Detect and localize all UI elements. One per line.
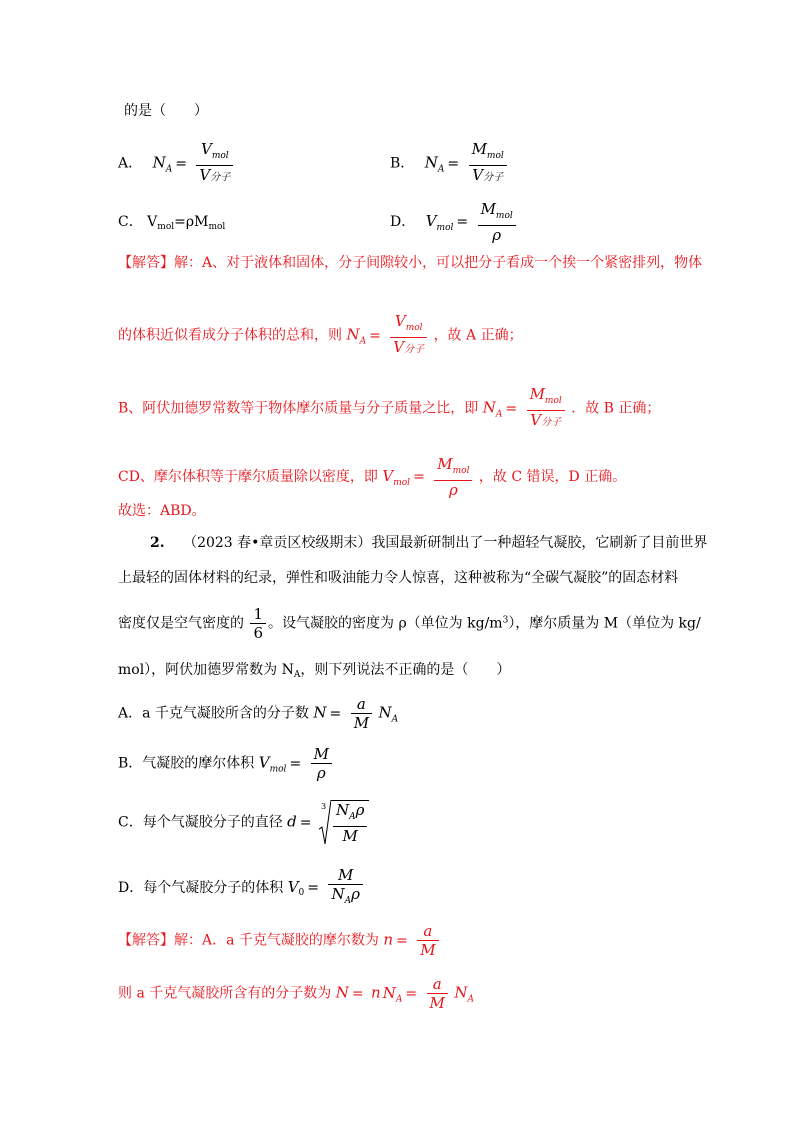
q2-option-a[interactable]: A．a 千克气凝胶所含的分子数 N = $\frac{a}{M}$ $N_A$ [118,695,399,732]
question-number: 2. [150,535,165,551]
option-label: A． [118,155,143,172]
q2-formula-c: d = 3 $\frac{N_A\rho}{M}$ [287,800,369,845]
q1-stem-tail: 的是（ ） [124,103,208,119]
q1-option-d[interactable] [390,200,518,244]
answer1-line3: B、阿伏加德罗常数等于物体摩尔质量与分子质量之比，即 $N_A$ = $\frac{M_{mol}}{\text{V分子}}$ ．故 B 正确； [118,385,660,432]
answer2-formula-N: N = n $N_A$ = $\frac{a}{M}$ $N_A$ [335,975,474,1012]
q2-option-b[interactable]: B．气凝胶的摩尔体积 $V_{mol}$ = $\frac{M}{\rho}$ [118,745,334,782]
q2-option-d[interactable]: D．每个气凝胶分子的体积 $V_0$ = $\frac{M}{N_A\rho}$ [118,866,365,910]
fraction-one-sixth: $\frac{1}{6}$ [250,605,266,642]
q2-formula-a: N = $\frac{a}{M}$ $N_A$ [313,695,399,732]
q1-option-a[interactable] [118,140,235,187]
q2-formula-d: $V_0$ = $\frac{M}{N_A\rho}$ [288,866,365,910]
answer1-formula-b: $N_A$ = $\frac{M_{mol}}{\text{V分子}}$ [483,385,567,432]
q2-line1: 2. （2023 春•章贡区校级期末）我国最新研制出了一种超轻气凝胶，它刷新了目前世界 [150,535,708,551]
q2-formula-b: $V_{mol}$ = $\frac{M}{\rho}$ [259,745,334,782]
option-label: C． [118,214,143,230]
answer1-conclusion: 故选：ABD。 [118,503,206,519]
answer2-line1: 【解答】解：A．a 千克气凝胶的摩尔数为 n = $\frac{a}{M}$ [118,922,441,959]
answer1-formula-cd: $V_{mol}$ = $\frac{M_{mol}}{\rho}$ [382,455,474,499]
option-label: D． [390,214,416,230]
answer2-line2: 则 a 千克气凝胶所含有的分子数为 N = n $N_A$ = $\frac{a}{M}$ $N_A$ [118,975,474,1012]
q2-line4: mol），阿伏加德罗常数为 $N_A$，则下列说法不正确的是（ ） [118,662,511,680]
formula-d: $V_{mol}$ = $\frac{M_{mol}}{\rho}$ [426,200,518,244]
answer1-line1: 【解答】解：A、对于液体和固体，分子间隙较小，可以把分子看成一个挨一个紧密排列，物体 [118,255,703,271]
q2-line3: 密度仅是空气密度的 $\frac{1}{6}$ 。设气凝胶的密度为 ρ（单位为 $kg/m^3$），摩尔质量为 M（单位为 kg/ [118,605,701,642]
formula-c: $V_{mol}=\rho M_{mol}$ [147,214,226,232]
answer1-formula-a: $N_A$ = $\frac{V_{mol}}{\text{V分子}}$ [346,312,429,359]
answer1-line4: CD、摩尔体积等于摩尔质量除以密度，即 $V_{mol}$ = $\frac{M_{mol}}{\rho}$ ，故 C 错误，D 正确。 [118,455,627,499]
q2-option-c[interactable]: C．每个气凝胶分子的直径 d = 3 $\frac{N_A\rho}{M}$ [118,800,369,845]
answer2-formula-n: n = $\frac{a}{M}$ [383,922,440,959]
formula-a: $N_A$ = $\frac{V_{mol}}{\text{V分子}}$ [153,140,236,187]
formula-b: $N_A$ = $\frac{M_{mol}}{\text{V分子}}$ [425,140,509,187]
q1-option-c[interactable] [118,211,225,232]
q2-line2: 上最轻的固体材料的纪录，弹性和吸油能力令人惊喜，这种被称为“全碳气凝胶”的固态材料 [118,570,679,586]
option-label: B． [390,155,415,172]
answer1-line2: 的体积近似看成分子体积的总和，则 $N_A$ = $\frac{V_{mol}}{\text{V分子}}$ ，故 A 正确； [118,312,523,359]
q1-option-b[interactable] [390,140,509,187]
